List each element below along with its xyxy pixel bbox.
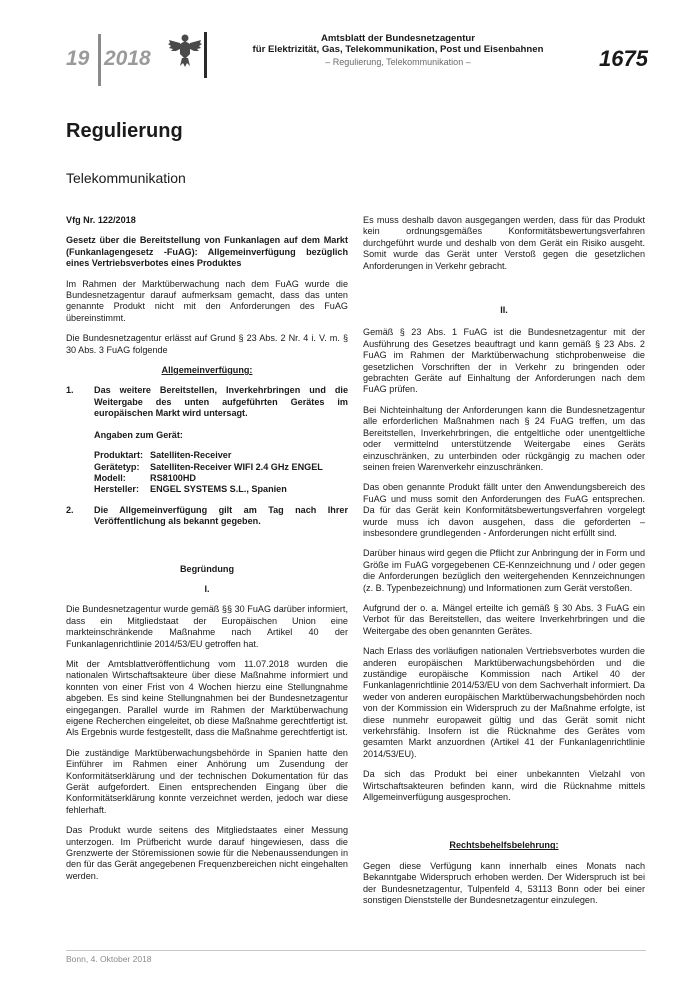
page-number: 1675 (599, 46, 648, 71)
publication-title (200, 33, 596, 55)
device-details-heading: Angaben zum Gerät: (94, 429, 183, 440)
device-label: Produktart: (94, 450, 144, 461)
device-details (94, 450, 348, 496)
item-number: 2. (66, 504, 74, 515)
paragraph: Aufgrund der o. a. Mängel erteilte ich gemäß § 30 Abs. 3 FuAG ein Verbot für das Bereitstellen, das weitere Inverkehrbringen und die Weitergabe des oben genannten Gerätes. (363, 602, 645, 636)
paragraph: Darüber hinaus wird gegen die Pflicht zur Anbringung der in Form und Größe im FuAG vorgegebenen CE-Kennzeichnung und / oder gegen die Anforderungen bezüglich den weitergehenden Kennzeichnungen (z. B. Typenbezeichnung) und Informationen zum Gerät verstoßen. (363, 548, 645, 593)
paragraph: Es muss deshalb davon ausgegangen werden, dass für das Produkt kein ordnungsgemäßes Konformitätsbewertungsverfahren durchgeführt wurde und deshalb von dem Gerät ein Risiko ausgeht. Somit wurde das Gerät unter Verstoß gegen die gesetzlichen Anforderungen in Verkehr gebracht. (363, 215, 645, 271)
federal-eagle-icon (168, 32, 202, 68)
paragraph: Das oben genannte Produkt fällt unter den Anwendungsbereich des FuAG und muss somit den Anforderungen des FuAG entsprechen. Da für das Gerät kein Konformitätsbewertungsverfahren vorgelegt wurde muss ich davon ausgehen, dass die geforderten – insbesondere grundlegenden - Anforderungen nicht erfüllt sind. (363, 482, 645, 538)
left-column (66, 215, 348, 891)
paragraph: Die Bundesnetzagentur erlässt auf Grund § 23 Abs. 2 Nr. 4 i. V. m. § 30 Abs. 3 FuAG folgende (66, 333, 348, 355)
item-text: Die Allgemeinverfügung gilt am Tag nach Ihrer Veröffentlichung als bekannt gegeben. (94, 504, 348, 527)
issue-number: 19 (66, 47, 90, 70)
section-roman-2: II. (500, 305, 508, 316)
footer-place-date: Bonn, 4. Oktober 2018 (66, 954, 152, 964)
paragraph: Da sich das Produkt bei einer unbekannten Vielzahl von Wirtschaftsakteuren befinden kann, wird die Rücknahme mittels Allgemeinverfügung ausgesprochen. (363, 769, 645, 803)
device-label: Gerätetyp: (94, 461, 140, 472)
paragraph: Die Bundesnetzagentur wurde gemäß §§ 30 FuAG darüber informiert, dass ein Mitgliedstaat der Europäischen Union eine markteinschränkende Maßnahme nach Artikel 40 der Funkanlagenrichtlinie 2014/53/EU getroffen hat. (66, 604, 348, 649)
device-label: Hersteller: (94, 484, 139, 495)
act-heading: Gesetz über die Bereitstellung von Funkanlagen auf dem Markt (Funkanlagengesetz -FuAG): Allgemeinverfügung bezüglich eines Vertriebsverbotes eines Produktes (66, 235, 348, 269)
vfg-number: Vfg Nr. 122/2018 (66, 215, 136, 225)
rechtsbehelf-heading: Rechtsbehelfsbelehrung: (449, 840, 559, 851)
paragraph: Gemäß § 23 Abs. 1 FuAG ist die Bundesnetzagentur mit der Ausführung des Gesetzes beauftragt und kann gemäß § 23 Abs. 2 FuAG im Rahmen der Marktüberwachung stichprobenweise die gesetzlichen Vorschriften der in Verkehr zu bringenden oder gebrachten Geräte auf Einhaltung der Anforderungen nach dem FuAG prüfen. (363, 327, 645, 395)
footer-rule (66, 950, 646, 951)
publication-line-2: für Elektrizität, Gas, Telekommunikation, Post und Eisenbahnen (252, 44, 544, 55)
begruendung-heading: Begründung (179, 563, 235, 574)
allgemeinverfuegung-heading: Allgemeinverfügung: (161, 365, 253, 376)
right-column (363, 215, 645, 916)
item-text: Das weitere Bereitstellen, Inverkehrbringen und die Weitergabe des unten aufgeführten Gerätes im europäischen Markt wird untersagt. (94, 385, 348, 419)
page-subtitle: Telekommunikation (66, 170, 186, 186)
issue-year: 2018 (104, 47, 151, 70)
paragraph: Das Produkt wurde seitens des Mitgliedstaates einer Messung unterzogen. Im Prüfbericht wurde darauf hingewiesen, dass die Grenzwerte der Störemissionen sowie für die Nebenaussendungen in den für das Gerät angegebenen Frequenzbereichen nicht eingehalten werden. (66, 825, 348, 881)
device-value: ENGEL SYSTEMS S.L., Spanien (150, 484, 287, 495)
section-roman-1: I. (204, 583, 210, 594)
header-divider (98, 34, 101, 86)
paragraph: Nach Erlass des vorläufigen nationalen Vertriebsverbotes wurden die anderen europäischen Marktüberwachungsbehörden und die zuständige europäische Kommission nach Artikel 40 der Funkanlagenrichtlinie 2014/53/EU von dem Sachverhalt informiert. Da weder von anderen europäischen Marktüberwachungsbehörden noch von der Kommission ein Widerspruch zu der Maßnahme erfolgte, ist diese nunmehr europaweit gültig und das Gerät somit nicht verkehrsfähig. Insofern ist die Rücknahme des Gerätes vom gesamten Markt anzuordnen (Artikel 41 der Funkanlagenrichtlinie 2014/53/EU). (363, 646, 645, 759)
paragraph: Mit der Amtsblattveröffentlichung vom 11.07.2018 wurden die nationalen Wirtschaftsakteure über diese Maßnahme informiert und konnten von einer Frist von 4 Wochen hierzu eine Stellungnahme abgeben. Es sind keine Stellungnahmen bei der Bundesnetzagentur eingegangen. Parallel wurde im Rahmen der Marktüberwachung eigene Recherchen eingeleitet, ob diese Maßnahme gerechtfertigt ist. Als Ergebnis wurde festgestellt, dass die Maßnahme gerechtfertigt ist. (66, 658, 348, 738)
paragraph: Im Rahmen der Marktüberwachung nach dem FuAG wurde die Bundesnetzagentur darauf aufmerksam gemacht, dass das unten genannte Produkt nicht mit den Anforderungen des FuAG übereinstimmt. (66, 278, 348, 323)
device-value: Satelliten-Receiver WIFI 2.4 GHz ENGEL (150, 461, 323, 472)
numbered-item (66, 385, 348, 419)
paragraph: Gegen diese Verfügung kann innerhalb eines Monats nach Bekanntgabe Widerspruch erhoben werden. Der Widerspruch ist bei der Bundesnetzagentur, Tulpenfeld 4, 53113 Bonn oder bei einer sonstigen Dienststelle der Bundesnetzagentur einzulegen. (363, 860, 645, 906)
paragraph: Die zuständige Marktüberwachungsbehörde in Spanien hatte den Einführer im Rahmen einer Anhörung um Zusendung der Konformitätserklärung und der technischen Dokumentation für das Gerät aufgefordert. Einen entsprechenden Eingang über die Konformitätserklärung konnte verzeichnet werden, jedoch war diese fehlerhaft. (66, 747, 348, 815)
paragraph: Bei Nichteinhaltung der Anforderungen kann die Bundesnetzagentur alle erforderlichen Maßnahmen nach § 24 FuAG treffen, um das Bereitstellen, Inverkehrbringen, die entgeltliche oder unentgeltliche oder vermittelnd unterstützende Weitergabe eines Geräts einzuschränken, zu unterbinden oder rückgängig zu machen oder seinen freien Warenverkehr einzuschränken. (363, 404, 645, 472)
device-value: Satelliten-Receiver (150, 450, 232, 461)
publication-line-1: Amtsblatt der Bundesnetzagentur (320, 33, 476, 44)
section-label: – Regulierung, Telekommunikation – (325, 57, 471, 67)
item-number: 1. (66, 385, 74, 396)
device-label: Modell: (94, 472, 126, 483)
page-title: Regulierung (66, 120, 183, 142)
numbered-item (66, 505, 348, 528)
device-value: RS8100HD (150, 472, 196, 483)
